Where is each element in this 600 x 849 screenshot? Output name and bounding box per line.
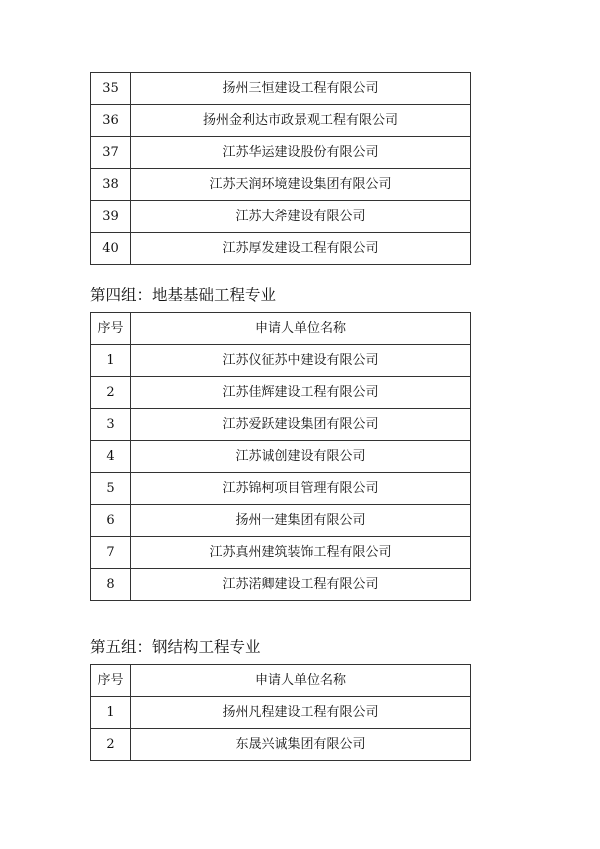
row-number: 1 [91,697,131,729]
row-number: 3 [91,409,131,441]
company-name: 江苏天润环境建设集团有限公司 [131,169,471,201]
company-name: 江苏大斧建设有限公司 [131,201,471,233]
table-row [91,105,471,137]
column-header-name: 申请人单位名称 [131,313,471,345]
company-name: 江苏诚创建设有限公司 [131,441,471,473]
group-5-heading: 第五组：钢结构工程专业 [90,638,261,656]
group-4-heading: 第四组：地基基础工程专业 [90,286,277,304]
table-row [91,137,471,169]
row-number: 5 [91,473,131,505]
row-number: 36 [91,105,131,137]
table-row [91,73,471,105]
company-name: 扬州金利达市政景观工程有限公司 [131,105,471,137]
table-header-row [91,313,471,345]
row-number: 6 [91,505,131,537]
row-number: 4 [91,441,131,473]
company-name: 江苏厚发建设工程有限公司 [131,233,471,265]
company-name: 江苏华运建设股份有限公司 [131,137,471,169]
table-row [91,569,471,601]
company-name: 江苏仪征苏中建设有限公司 [131,345,471,377]
row-number: 7 [91,537,131,569]
row-number: 2 [91,377,131,409]
table-row [91,537,471,569]
table-row [91,169,471,201]
row-number: 38 [91,169,131,201]
column-header-name: 申请人单位名称 [131,665,471,697]
company-name: 东晟兴诚集团有限公司 [131,729,471,761]
row-number: 37 [91,137,131,169]
applicant-table-group-3-continued [90,72,471,265]
company-name: 扬州三恒建设工程有限公司 [131,73,471,105]
company-name: 扬州一建集团有限公司 [131,505,471,537]
table-row [91,377,471,409]
company-name: 江苏佳辉建设工程有限公司 [131,377,471,409]
row-number: 2 [91,729,131,761]
table-row [91,233,471,265]
row-number: 35 [91,73,131,105]
row-number: 8 [91,569,131,601]
row-number: 1 [91,345,131,377]
company-name: 江苏爱跃建设集团有限公司 [131,409,471,441]
company-name: 江苏锦柯项目管理有限公司 [131,473,471,505]
table-row [91,345,471,377]
table-row [91,505,471,537]
table-row [91,729,471,761]
table-row [91,201,471,233]
table-row [91,473,471,505]
company-name: 扬州凡程建设工程有限公司 [131,697,471,729]
company-name: 江苏真州建筑装饰工程有限公司 [131,537,471,569]
applicant-table-group-5 [90,664,471,761]
column-header-number: 序号 [91,313,131,345]
company-name: 江苏渃卿建设工程有限公司 [131,569,471,601]
table-row [91,441,471,473]
table-header-row [91,665,471,697]
applicant-table-group-4 [90,312,471,601]
table-row [91,697,471,729]
column-header-number: 序号 [91,665,131,697]
row-number: 39 [91,201,131,233]
row-number: 40 [91,233,131,265]
table-row [91,409,471,441]
